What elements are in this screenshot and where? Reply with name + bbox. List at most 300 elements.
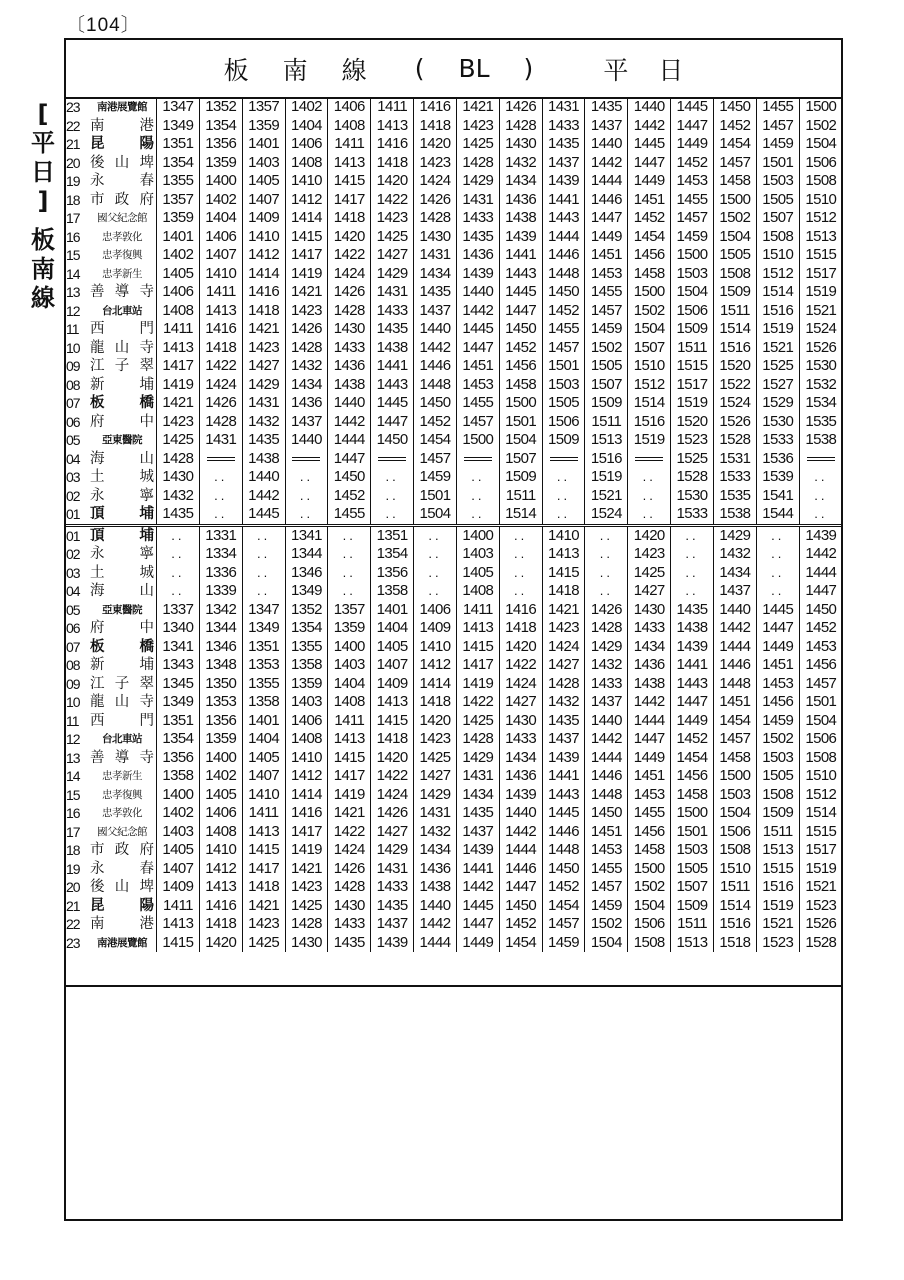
station-seq: 18 (66, 191, 80, 208)
no-service-mark (242, 582, 285, 601)
departure-time: 1427 (414, 767, 457, 786)
departure-time: 1344 (199, 619, 242, 638)
departure-time: 1403 (456, 545, 499, 564)
departure-time: 1354 (157, 730, 200, 749)
departure-time: 1445 (628, 135, 671, 154)
departure-time: 1437 (713, 582, 756, 601)
departure-time: 1421 (285, 860, 328, 879)
departure-time: 1509 (713, 283, 756, 302)
departure-time: 1406 (199, 228, 242, 247)
no-service-mark (157, 582, 200, 601)
departure-time: 1419 (285, 841, 328, 860)
departure-time: 1403 (285, 693, 328, 712)
departure-time: 1416 (285, 804, 328, 823)
departure-time: 1503 (756, 749, 799, 768)
departure-time: 1513 (756, 841, 799, 860)
departure-time: 1436 (285, 394, 328, 413)
station-seq: 12 (66, 731, 80, 747)
pass-line (464, 457, 492, 461)
departure-time: 1458 (628, 265, 671, 284)
departure-time: 1448 (585, 786, 628, 805)
departure-time: 1534 (799, 394, 842, 413)
no-service-mark (371, 505, 414, 525)
departure-time: 1508 (713, 841, 756, 860)
departure-time: 1354 (285, 619, 328, 638)
no-service-mark (414, 545, 457, 564)
departure-time: 1418 (414, 117, 457, 136)
no-service-mark (799, 468, 842, 487)
station-seq: 04 (66, 450, 80, 467)
departure-time: 1401 (371, 601, 414, 620)
departure-time: 1359 (199, 154, 242, 173)
departure-time: 1430 (328, 320, 371, 339)
departure-time: 1424 (371, 786, 414, 805)
station-name: 西 門 (90, 321, 154, 337)
no-service-mark (157, 525, 200, 545)
no-service-mark (542, 505, 585, 525)
departure-time: 1453 (585, 841, 628, 860)
departure-time: 1515 (799, 246, 842, 265)
departure-time: 1418 (371, 154, 414, 173)
departure-time: 1505 (756, 191, 799, 210)
departure-time: 1501 (542, 357, 585, 376)
station-seq: 07 (66, 395, 80, 411)
departure-time: 1427 (499, 693, 542, 712)
table-row (65, 468, 842, 487)
departure-time: 1434 (713, 564, 756, 583)
departure-time: 1456 (628, 823, 671, 842)
departure-time: 1440 (585, 135, 628, 154)
no-service-dots: .. (342, 546, 356, 561)
departure-time: 1447 (499, 302, 542, 321)
table-row (65, 878, 842, 897)
departure-time: 1435 (542, 712, 585, 731)
departure-time: 1431 (242, 394, 285, 413)
side-char: 線 (31, 284, 55, 312)
pass-line (635, 457, 663, 461)
departure-time: 1429 (371, 265, 414, 284)
departure-time: 1521 (585, 487, 628, 506)
departure-time: 1442 (456, 302, 499, 321)
departure-time: 1442 (414, 915, 457, 934)
no-service-dots: .. (428, 583, 442, 598)
departure-time: 1442 (242, 487, 285, 506)
departure-time: 1443 (499, 265, 542, 284)
departure-time: 1503 (542, 376, 585, 395)
departure-time: 1424 (328, 841, 371, 860)
departure-time: 1423 (371, 209, 414, 228)
table-row (65, 823, 842, 842)
side-char: [ (37, 100, 49, 128)
pass-line (292, 457, 320, 461)
departure-time: 1453 (671, 172, 714, 191)
departure-time: 1535 (799, 413, 842, 432)
no-service-dots: .. (171, 583, 185, 598)
table-row (65, 934, 842, 953)
departure-time: 1442 (628, 117, 671, 136)
no-service-mark (499, 582, 542, 601)
departure-time: 1426 (585, 601, 628, 620)
departure-time: 1415 (371, 712, 414, 731)
departure-time: 1506 (542, 413, 585, 432)
departure-time: 1442 (499, 823, 542, 842)
departure-time: 1341 (285, 525, 328, 545)
table-row (65, 786, 842, 805)
departure-time: 1509 (671, 897, 714, 916)
departure-time: 1413 (371, 117, 414, 136)
departure-time: 1532 (799, 376, 842, 395)
departure-time: 1352 (285, 601, 328, 620)
departure-time: 1442 (414, 339, 457, 358)
departure-time: 1441 (542, 767, 585, 786)
no-service-mark (499, 545, 542, 564)
departure-time: 1530 (756, 413, 799, 432)
departure-time: 1446 (499, 860, 542, 879)
station-seq: 14 (66, 768, 80, 784)
departure-time: 1420 (371, 172, 414, 191)
timetable-title (66, 40, 841, 99)
departure-time: 1452 (499, 339, 542, 358)
departure-time: 1427 (371, 823, 414, 842)
departure-time: 1423 (157, 413, 200, 432)
departure-time: 1407 (199, 246, 242, 265)
departure-time: 1450 (499, 897, 542, 916)
departure-time: 1343 (157, 656, 200, 675)
departure-time: 1413 (456, 619, 499, 638)
station-seq: 02 (66, 546, 80, 562)
departure-time: 1445 (371, 394, 414, 413)
departure-time: 1450 (542, 283, 585, 302)
departure-time: 1438 (242, 450, 285, 469)
departure-time: 1415 (456, 638, 499, 657)
table-row (65, 487, 842, 506)
departure-time: 1345 (157, 675, 200, 694)
no-service-dots: .. (299, 487, 314, 503)
no-service-mark (285, 468, 328, 487)
departure-time: 1424 (199, 376, 242, 395)
departure-time: 1530 (799, 357, 842, 376)
departure-time: 1450 (799, 601, 842, 620)
departure-time: 1420 (414, 712, 457, 731)
station-seq: 10 (66, 694, 80, 710)
departure-time: 1502 (799, 117, 842, 136)
departure-time: 1506 (628, 915, 671, 934)
departure-time: 1440 (242, 468, 285, 487)
departure-time: 1429 (456, 172, 499, 191)
departure-time: 1507 (756, 209, 799, 228)
departure-time: 1401 (157, 228, 200, 247)
title-part: ( (414, 54, 425, 83)
departure-time: 1519 (799, 860, 842, 879)
no-service-dots: .. (771, 564, 785, 580)
departure-time: 1435 (371, 897, 414, 916)
departure-time: 1357 (157, 191, 200, 210)
departure-time: 1438 (671, 619, 714, 638)
departure-time: 1523 (671, 431, 714, 450)
departure-time: 1417 (328, 191, 371, 210)
table-bottom-rule (66, 985, 841, 987)
departure-time: 1436 (328, 357, 371, 376)
departure-time: 1505 (671, 860, 714, 879)
departure-time: 1446 (542, 823, 585, 842)
departure-time: 1346 (199, 638, 242, 657)
no-service-dots: .. (171, 546, 185, 561)
departure-time: 1455 (456, 394, 499, 413)
station-seq: 15 (66, 786, 80, 803)
departure-time: 1411 (328, 712, 371, 731)
departure-time: 1432 (713, 545, 756, 564)
departure-time: 1516 (713, 339, 756, 358)
departure-time: 1523 (756, 934, 799, 953)
departure-time: 1513 (799, 228, 842, 247)
departure-time: 1517 (799, 265, 842, 284)
departure-time: 1508 (713, 265, 756, 284)
departure-time: 1435 (242, 431, 285, 450)
departure-time: 1500 (799, 98, 842, 117)
station-name: 後山埤 (90, 879, 154, 895)
departure-time: 1435 (157, 505, 200, 525)
station-name: 昆 陽 (90, 136, 154, 152)
title-part: 板 (223, 55, 249, 85)
departure-time: 1433 (371, 878, 414, 897)
no-service-dots: .. (514, 583, 528, 598)
departure-time: 1449 (456, 934, 499, 953)
no-service-dots: .. (642, 469, 656, 484)
departure-time: 1452 (542, 302, 585, 321)
departure-time: 1504 (713, 804, 756, 823)
no-service-dots: .. (642, 506, 656, 521)
departure-time: 1406 (285, 712, 328, 731)
departure-time: 1409 (414, 619, 457, 638)
departure-time: 1430 (157, 468, 200, 487)
no-service-mark (628, 487, 671, 506)
side-char: 南 (31, 255, 55, 283)
departure-time: 1409 (157, 878, 200, 897)
departure-time: 1456 (671, 767, 714, 786)
departure-time: 1414 (285, 786, 328, 805)
no-service-mark (671, 545, 714, 564)
no-service-dots: .. (814, 469, 828, 484)
departure-time: 1418 (414, 693, 457, 712)
departure-time: 1454 (713, 135, 756, 154)
station-name: 板 橋 (90, 395, 154, 411)
departure-time: 1524 (799, 320, 842, 339)
departure-time: 1433 (328, 339, 371, 358)
departure-time: 1419 (456, 675, 499, 694)
station-seq: 09 (66, 358, 80, 374)
no-service-dots: .. (256, 564, 271, 580)
departure-time: 1431 (199, 431, 242, 450)
no-service-mark (242, 564, 285, 583)
departure-time: 1437 (371, 915, 414, 934)
no-service-dots: .. (642, 487, 656, 503)
departure-time: 1500 (671, 804, 714, 823)
departure-time: 1410 (285, 172, 328, 191)
departure-time: 1459 (756, 712, 799, 731)
no-service-dots: .. (342, 564, 356, 580)
departure-time: 1520 (671, 413, 714, 432)
departure-time: 1508 (628, 934, 671, 953)
departure-time: 1358 (157, 767, 200, 786)
station-seq: 16 (66, 228, 80, 245)
departure-time: 1406 (414, 601, 457, 620)
departure-time: 1428 (499, 117, 542, 136)
departure-time: 1410 (199, 841, 242, 860)
departure-time: 1453 (799, 638, 842, 657)
table-row (65, 804, 842, 823)
departure-time: 1447 (799, 582, 842, 601)
no-service-dots: .. (685, 564, 699, 580)
departure-time: 1359 (285, 675, 328, 694)
no-service-mark (585, 525, 628, 545)
table-row (65, 209, 842, 228)
departure-time: 1349 (157, 693, 200, 712)
station-seq: 15 (66, 247, 80, 263)
departure-time: 1442 (328, 413, 371, 432)
departure-time: 1401 (242, 712, 285, 731)
station-seq: 06 (66, 413, 80, 430)
departure-time: 1411 (157, 897, 200, 916)
departure-time: 1420 (628, 525, 671, 545)
departure-time: 1519 (671, 394, 714, 413)
station-name: 南港展覽館 (97, 101, 147, 113)
table-row (65, 767, 842, 786)
departure-time: 1446 (542, 246, 585, 265)
table-row (65, 712, 842, 731)
departure-time: 1431 (456, 191, 499, 210)
no-service-mark (756, 545, 799, 564)
departure-time: 1421 (242, 320, 285, 339)
departure-time: 1450 (328, 468, 371, 487)
no-service-mark (456, 505, 499, 525)
departure-time: 1440 (285, 431, 328, 450)
departure-time: 1413 (242, 823, 285, 842)
departure-time: 1423 (242, 339, 285, 358)
departure-time: 1447 (371, 413, 414, 432)
no-service-dots: .. (471, 506, 485, 521)
station-name: 頂 埔 (90, 527, 154, 544)
departure-time: 1509 (756, 804, 799, 823)
departure-time: 1439 (671, 638, 714, 657)
departure-time: 1427 (542, 656, 585, 675)
departure-time: 1414 (414, 675, 457, 694)
departure-time: 1353 (199, 693, 242, 712)
departure-time: 1452 (799, 619, 842, 638)
departure-time: 1433 (456, 209, 499, 228)
no-service-mark (671, 564, 714, 583)
departure-time: 1501 (499, 413, 542, 432)
departure-time: 1455 (628, 804, 671, 823)
departure-time: 1355 (157, 172, 200, 191)
departure-time: 1400 (328, 638, 371, 657)
no-service-dots: .. (214, 469, 228, 484)
no-service-mark (799, 487, 842, 506)
departure-time: 1500 (628, 283, 671, 302)
departure-time: 1408 (285, 730, 328, 749)
departure-time: 1449 (585, 228, 628, 247)
no-service-dots: .. (171, 527, 185, 543)
departure-time: 1449 (671, 135, 714, 154)
departure-time: 1544 (756, 505, 799, 525)
departure-time: 1424 (499, 675, 542, 694)
departure-time: 1423 (414, 730, 457, 749)
departure-time: 1533 (713, 468, 756, 487)
departure-time: 1441 (499, 246, 542, 265)
departure-time: 1509 (542, 431, 585, 450)
departure-time: 1424 (414, 172, 457, 191)
departure-time: 1514 (628, 394, 671, 413)
departure-time: 1420 (199, 934, 242, 953)
departure-time: 1433 (371, 302, 414, 321)
departure-time: 1426 (328, 860, 371, 879)
departure-time: 1440 (414, 320, 457, 339)
departure-time: 1331 (199, 525, 242, 545)
departure-time: 1452 (328, 487, 371, 506)
departure-time: 1437 (414, 302, 457, 321)
station-name: 亞東醫院 (102, 603, 142, 616)
departure-time: 1359 (242, 117, 285, 136)
no-service-mark (542, 487, 585, 506)
departure-time: 1447 (456, 915, 499, 934)
departure-time: 1435 (456, 804, 499, 823)
departure-time: 1507 (628, 339, 671, 358)
table-row (65, 730, 842, 749)
departure-time: 1439 (542, 749, 585, 768)
no-service-dots: .. (556, 469, 571, 484)
station-seq: 08 (66, 657, 80, 673)
departure-time: 1438 (414, 878, 457, 897)
departure-time: 1405 (371, 638, 414, 657)
departure-time: 1412 (285, 767, 328, 786)
departure-time: 1515 (799, 823, 842, 842)
table-row (65, 431, 842, 450)
departure-time: 1504 (671, 283, 714, 302)
timetable (65, 98, 842, 952)
departure-time: 1355 (242, 675, 285, 694)
departure-time: 1442 (585, 730, 628, 749)
station-name: 後山埤 (90, 154, 154, 171)
departure-time: 1516 (585, 450, 628, 469)
departure-time: 1533 (671, 505, 714, 525)
departure-time: 1410 (242, 786, 285, 805)
no-service-dots: .. (428, 564, 442, 580)
no-service-dots: .. (814, 506, 828, 521)
departure-time: 1402 (157, 246, 200, 265)
departure-time: 1426 (328, 283, 371, 302)
departure-time: 1525 (756, 357, 799, 376)
departure-time: 1538 (799, 431, 842, 450)
departure-time: 1459 (756, 135, 799, 154)
departure-time: 1435 (671, 601, 714, 620)
departure-time: 1405 (456, 564, 499, 583)
departure-time: 1402 (199, 191, 242, 210)
departure-time: 1419 (157, 376, 200, 395)
departure-time: 1511 (499, 487, 542, 506)
departure-time: 1439 (456, 265, 499, 284)
departure-time: 1443 (542, 209, 585, 228)
departure-time: 1511 (671, 915, 714, 934)
departure-time: 1358 (371, 582, 414, 601)
departure-time: 1423 (456, 117, 499, 136)
departure-time: 1508 (756, 786, 799, 805)
departure-time: 1428 (157, 450, 200, 469)
departure-time: 1423 (242, 915, 285, 934)
table-row (65, 601, 842, 620)
no-service-mark (456, 487, 499, 506)
departure-time: 1457 (414, 450, 457, 469)
station-name: 忠孝敦化 (102, 807, 142, 819)
departure-time: 1451 (585, 823, 628, 842)
